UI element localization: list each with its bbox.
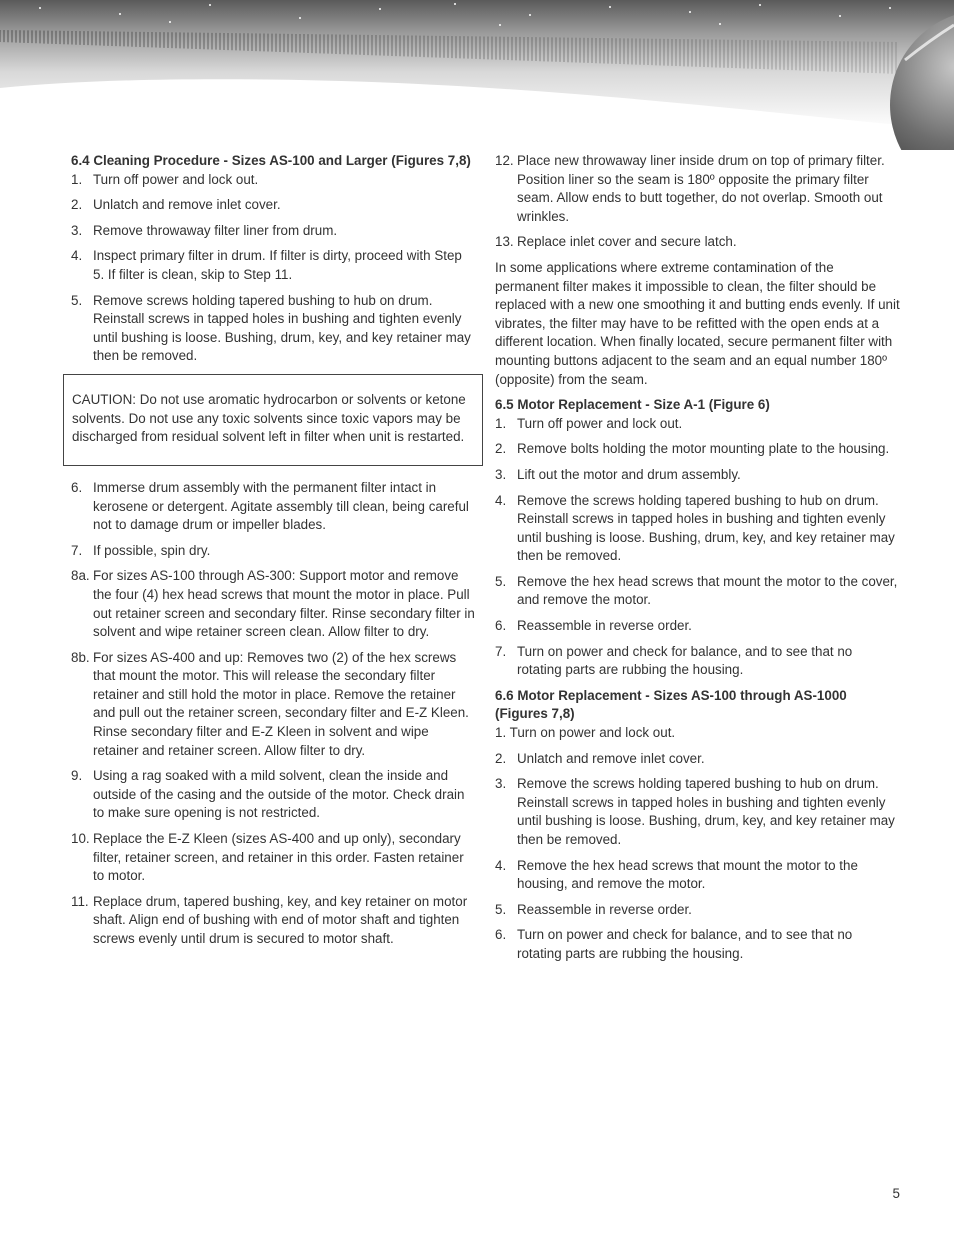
list-item bbox=[495, 775, 900, 849]
list-item-text: Using a rag soaked with a mild solvent, clean the inside and outside of the casing and the outside of the motor. Check drain to make sure opening is not restricted. bbox=[93, 768, 465, 821]
list-item bbox=[71, 649, 475, 761]
list-item-number: 11. bbox=[71, 893, 89, 909]
list-item-text: Immerse drum assembly with the permanent filter intact in kerosene or detergent. Agitate assembly till clean, being careful not to damage drum or impeller blades. bbox=[93, 479, 469, 533]
list-item-number: 1. bbox=[71, 171, 83, 187]
list-item-number: 1. bbox=[495, 415, 507, 431]
list-item-number: 6. bbox=[495, 927, 507, 943]
section-6-6-first-step: 1. Turn on power and lock out. bbox=[495, 725, 676, 741]
list-item bbox=[495, 573, 900, 610]
list-item-text: Remove the hex head screws that mount the motor to the cover, and remove the motor. bbox=[517, 573, 898, 608]
list-item bbox=[495, 492, 900, 566]
list-item-number: 10. bbox=[71, 831, 90, 847]
list-item-text: Replace inlet cover and secure latch. bbox=[517, 234, 737, 250]
list-item bbox=[495, 152, 900, 226]
list-item-text: Replace the E-Z Kleen (sizes AS-400 and up only), secondary filter, retainer screen, and retainer in this order. Fasten retainer to motor. bbox=[93, 831, 464, 884]
list-item-text: Turn off power and lock out. bbox=[517, 415, 683, 431]
section-6-4-steps-a bbox=[71, 171, 475, 366]
list-item-number: 3. bbox=[495, 776, 507, 792]
list-item bbox=[495, 617, 900, 636]
section-6-6-heading-line1: 6.6 Motor Replacement - Sizes AS-100 through AS-1000 bbox=[495, 687, 847, 703]
list-item-text: Turn on power and check for balance, and to see that no rotating parts are rubbing the housing. bbox=[517, 643, 853, 678]
list-item-number: 7. bbox=[495, 643, 507, 659]
list-item-text: If possible, spin dry. bbox=[93, 542, 211, 558]
list-item-text: Unlatch and remove inlet cover. bbox=[517, 750, 705, 766]
section-6-4-steps-continued bbox=[495, 152, 900, 252]
list-item-number: 9. bbox=[71, 768, 83, 784]
list-item bbox=[71, 542, 475, 561]
list-item bbox=[495, 415, 900, 434]
list-item bbox=[495, 750, 900, 769]
list-item-number: 4. bbox=[495, 857, 507, 873]
list-item-text: Replace drum, tapered bushing, key, and key retainer on motor shaft. Align end of bushing with end of motor shaft and tighten screws evenly until drum is secured to motor shaft. bbox=[93, 893, 468, 946]
list-item bbox=[71, 196, 475, 215]
list-item-text: Remove the screws holding tapered bushing to hub on drum. Reinstall screws in tapped holes in bushing and tighten evenly until bushing is loose. Bushing, drum, key, and key retainer may then be removed. bbox=[517, 776, 895, 847]
list-item-number: 13. bbox=[495, 234, 514, 250]
list-item bbox=[71, 292, 475, 366]
list-item bbox=[495, 926, 900, 963]
list-item bbox=[71, 767, 475, 823]
caution-box bbox=[63, 374, 483, 466]
list-item-text: Inspect primary filter in drum. If filter is dirty, proceed with Step 5. If filter is clean, skip to Step 11. bbox=[93, 248, 462, 282]
list-item bbox=[495, 233, 900, 252]
section-6-4-heading: 6.4 Cleaning Procedure - Sizes AS-100 and Larger (Figures 7,8) bbox=[71, 153, 471, 168]
list-item-number: 2. bbox=[495, 441, 507, 457]
list-item-text: Remove throwaway filter liner from drum. bbox=[93, 222, 338, 238]
list-item-number: 5. bbox=[495, 901, 507, 917]
caution-text: CAUTION: Do not use aromatic hydrocarbon or solvents or ketone solvents. Do not use any toxic solvents since toxic vapors may be discharged from residual solvent left in filter when unit is restarted. bbox=[72, 391, 466, 445]
list-item-text: Remove screws holding tapered bushing to hub on drum. Reinstall screws in tapped holes in bushing and tighten evenly until bushing is loose. Bushing, drum, key, and key retainer may then be removed. bbox=[93, 292, 471, 364]
list-item-text: Remove bolts holding the motor mounting plate to the housing. bbox=[517, 441, 890, 457]
list-item bbox=[495, 466, 900, 485]
right-column bbox=[495, 152, 900, 971]
list-item bbox=[495, 857, 900, 894]
list-item bbox=[71, 893, 475, 949]
list-item-text: Lift out the motor and drum assembly. bbox=[517, 466, 741, 482]
list-item bbox=[495, 901, 900, 920]
list-item-text: Remove the hex head screws that mount the motor to the housing, and remove the motor. bbox=[517, 857, 858, 892]
list-item-text: Remove the screws holding tapered bushing to hub on drum. Reinstall screws in tapped holes in bushing and tighten evenly until bushing is loose. Bushing, drum, key, and key retainer may then be removed. bbox=[517, 492, 895, 564]
list-item-number: 2. bbox=[71, 197, 83, 213]
list-item-number: 3. bbox=[71, 222, 83, 238]
list-item-number: 2. bbox=[495, 750, 507, 766]
list-item-text: Place new throwaway liner inside drum on top of primary filter. Position liner so the seam is 180º opposite the primary filter seam. Allow ends to butt together, do not overlap. Smooth out wrinkles. bbox=[517, 153, 885, 224]
list-item-number: 8a. bbox=[71, 568, 90, 584]
list-item-number: 3. bbox=[495, 466, 507, 482]
list-item bbox=[71, 247, 475, 284]
list-item-text: For sizes AS-400 and up: Removes two (2) of the hex screws that mount the motor. This will release the secondary filter retainer and still hold the motor in place. Remove the retainer and pull out the retainer screen, secondary filter and E-Z Kleen. Rinse secondary filter and E-Z Kleen in solvent and wipe retainer and retainer screen. Allow filter to dry. bbox=[93, 649, 469, 758]
page-number: 5 bbox=[892, 1186, 900, 1201]
list-item-number: 12. bbox=[495, 153, 514, 168]
list-item-text: For sizes AS-100 through AS-300: Support motor and remove the four (4) hex head screws that mount the motor in place. Pull out retainer screen and secondary filter. Rinse secondary filter in solvent and wipe retainer screen clean. Allow filter to dry. bbox=[93, 568, 475, 640]
header-banner bbox=[0, 0, 954, 150]
list-item bbox=[71, 479, 475, 535]
section-6-6-heading bbox=[495, 687, 900, 724]
list-item bbox=[71, 171, 475, 190]
list-item bbox=[71, 830, 475, 886]
section-6-6-heading-line2: (Figures 7,8) bbox=[495, 706, 575, 722]
list-item bbox=[495, 643, 900, 680]
list-item bbox=[71, 567, 475, 641]
list-item bbox=[71, 222, 475, 241]
list-item-number: 7. bbox=[71, 542, 83, 558]
list-item-text: Reassemble in reverse order. bbox=[517, 618, 692, 634]
list-item-number: 6. bbox=[495, 618, 507, 634]
list-item-number: 8b. bbox=[71, 649, 90, 665]
list-item-number: 6. bbox=[71, 479, 83, 495]
list-item-text: Turn off power and lock out. bbox=[93, 171, 259, 187]
list-item-number: 5. bbox=[495, 573, 507, 589]
list-item-number: 4. bbox=[495, 492, 507, 508]
replacement-paragraph: In some applications where extreme contamination of the permanent filter makes it impossible to clean, the filter should be replaced with a new one smoothing it and butting ends evenly. If unit vibrates, the filter may have to be refitted with the open ends at a different location. When finally located, secure permanent filter with mounting buttons adjacent to the seam and an equal number 180º (opposite) from the seam. bbox=[495, 259, 900, 387]
left-column bbox=[71, 152, 475, 956]
list-item-text: Unlatch and remove inlet cover. bbox=[93, 197, 281, 213]
list-item-number: 5. bbox=[71, 292, 83, 308]
section-6-5-heading: 6.5 Motor Replacement - Size A-1 (Figure 6) bbox=[495, 397, 770, 413]
section-6-5-steps bbox=[495, 415, 900, 680]
section-6-6-steps bbox=[495, 750, 900, 964]
list-item bbox=[495, 440, 900, 459]
list-item-text: Turn on power and check for balance, and to see that no rotating parts are rubbing the housing. bbox=[517, 927, 853, 961]
section-6-4-steps-b bbox=[71, 479, 475, 949]
list-item-number: 4. bbox=[71, 248, 83, 264]
list-item-text: Reassemble in reverse order. bbox=[517, 901, 692, 917]
